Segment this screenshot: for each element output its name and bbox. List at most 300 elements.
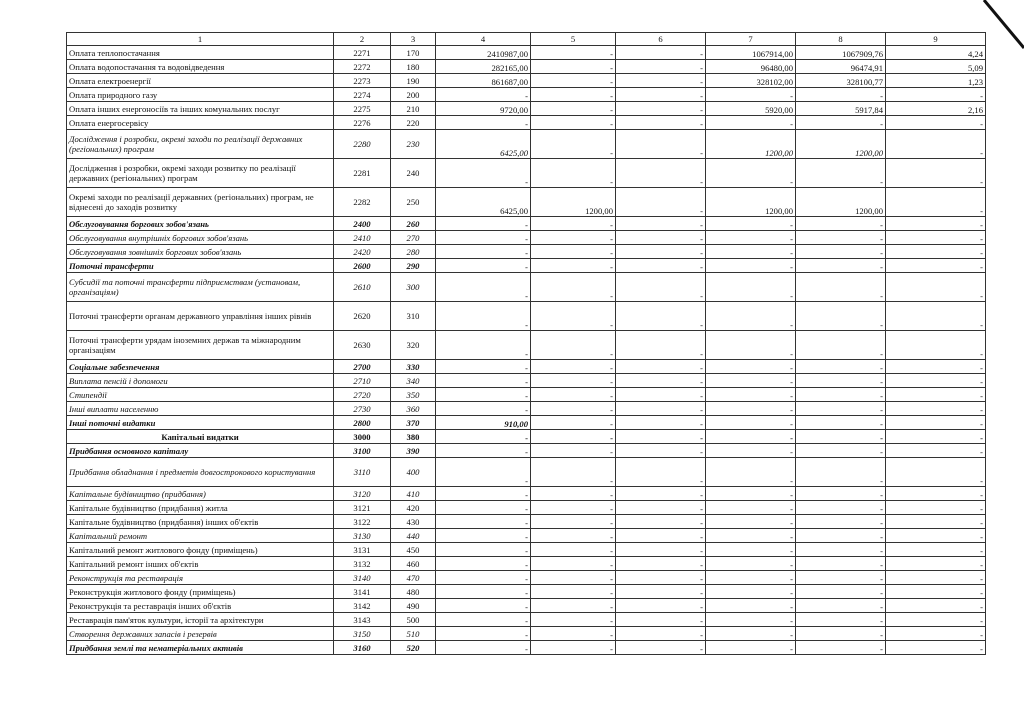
row-value-col9: - <box>886 641 986 655</box>
row-value-col8: 5917,84 <box>796 102 886 116</box>
row-line-number: 280 <box>391 245 436 259</box>
column-header: 3 <box>391 33 436 46</box>
table-row <box>67 217 986 231</box>
row-code: 3140 <box>334 571 391 585</box>
table-row <box>67 557 986 571</box>
table-row <box>67 487 986 501</box>
row-value-col9: 4,24 <box>886 46 986 60</box>
row-code: 2610 <box>334 273 391 302</box>
row-value-col4: 282165,00 <box>436 60 531 74</box>
row-value-col5: - <box>531 46 616 60</box>
row-name: Поточні трансферти органам державного управління інших рівнів <box>67 302 334 331</box>
table-row <box>67 245 986 259</box>
row-value-col6: - <box>616 231 706 245</box>
row-value-col4: - <box>436 515 531 529</box>
row-line-number: 350 <box>391 388 436 402</box>
row-name: Обслуговування боргових зобов'язань <box>67 217 334 231</box>
row-code: 3143 <box>334 613 391 627</box>
row-value-col9: - <box>886 245 986 259</box>
row-name: Обслуговування внутрішніх боргових зобов'язань <box>67 231 334 245</box>
row-value-col4: - <box>436 331 531 360</box>
row-value-col4: - <box>436 302 531 331</box>
row-value-col6: - <box>616 217 706 231</box>
row-value-col5: - <box>531 388 616 402</box>
row-value-col9: 1,23 <box>886 74 986 88</box>
row-value-col7: 5920,00 <box>706 102 796 116</box>
table-row <box>67 374 986 388</box>
row-value-col6: - <box>616 388 706 402</box>
row-value-col9: - <box>886 302 986 331</box>
table-row <box>67 259 986 273</box>
row-value-col7: - <box>706 599 796 613</box>
row-name: Оплата теплопостачання <box>67 46 334 60</box>
row-value-col8: - <box>796 302 886 331</box>
row-value-col6: - <box>616 487 706 501</box>
row-name: Поточні трансферти <box>67 259 334 273</box>
row-value-col6: - <box>616 360 706 374</box>
row-line-number: 440 <box>391 529 436 543</box>
row-value-col8: - <box>796 444 886 458</box>
row-value-col4: - <box>436 627 531 641</box>
row-value-col6: - <box>616 515 706 529</box>
budget-expenses-table <box>66 32 986 655</box>
row-value-col8: - <box>796 217 886 231</box>
row-line-number: 310 <box>391 302 436 331</box>
row-value-col9: - <box>886 273 986 302</box>
row-value-col5: - <box>531 571 616 585</box>
row-value-col9: - <box>886 585 986 599</box>
row-name: Оплата електроенергії <box>67 74 334 88</box>
row-code: 2271 <box>334 46 391 60</box>
row-line-number: 250 <box>391 188 436 217</box>
row-name: Поточні трансферти урядам іноземних держав та міжнародним організаціям <box>67 331 334 360</box>
table-row <box>67 501 986 515</box>
row-value-col6: - <box>616 259 706 273</box>
row-value-col7: 1200,00 <box>706 188 796 217</box>
row-value-col9: - <box>886 259 986 273</box>
row-name: Придбання основного капіталу <box>67 444 334 458</box>
row-line-number: 480 <box>391 585 436 599</box>
row-value-col5: - <box>531 60 616 74</box>
table-row <box>67 360 986 374</box>
row-value-col5: - <box>531 641 616 655</box>
row-name: Окремі заходи по реалізації державних (регіональних) програм, не віднесені до заходів розвитку <box>67 188 334 217</box>
row-value-col4: - <box>436 259 531 273</box>
column-header: 9 <box>886 33 986 46</box>
row-value-col8: - <box>796 374 886 388</box>
row-name: Оплата природного газу <box>67 88 334 102</box>
row-line-number: 170 <box>391 46 436 60</box>
row-value-col8: - <box>796 231 886 245</box>
row-value-col5: - <box>531 444 616 458</box>
row-value-col7: - <box>706 458 796 487</box>
row-value-col4: - <box>436 444 531 458</box>
row-value-col4: - <box>436 599 531 613</box>
row-line-number: 490 <box>391 599 436 613</box>
row-name: Реконструкція житлового фонду (приміщень) <box>67 585 334 599</box>
header-row <box>67 33 986 46</box>
row-value-col5: - <box>531 613 616 627</box>
row-name: Реконструкція та реставрація <box>67 571 334 585</box>
row-value-col7: - <box>706 159 796 188</box>
row-value-col4: 6425,00 <box>436 130 531 159</box>
row-value-col4: - <box>436 245 531 259</box>
row-value-col6: - <box>616 501 706 515</box>
row-value-col6: - <box>616 627 706 641</box>
row-value-col5: - <box>531 231 616 245</box>
row-value-col7: - <box>706 585 796 599</box>
row-line-number: 300 <box>391 273 436 302</box>
row-value-col6: - <box>616 613 706 627</box>
row-value-col7: - <box>706 217 796 231</box>
column-header: 4 <box>436 33 531 46</box>
row-line-number: 230 <box>391 130 436 159</box>
row-code: 3131 <box>334 543 391 557</box>
column-header: 7 <box>706 33 796 46</box>
row-value-col6: - <box>616 430 706 444</box>
row-line-number: 340 <box>391 374 436 388</box>
row-value-col9: - <box>886 188 986 217</box>
table-row <box>67 188 986 217</box>
row-value-col6: - <box>616 641 706 655</box>
row-value-col6: - <box>616 571 706 585</box>
row-line-number: 380 <box>391 430 436 444</box>
table-row <box>67 102 986 116</box>
row-value-col9: - <box>886 515 986 529</box>
row-value-col7: - <box>706 88 796 102</box>
row-line-number: 500 <box>391 613 436 627</box>
row-value-col6: - <box>616 416 706 430</box>
row-value-col7: - <box>706 331 796 360</box>
row-code: 2273 <box>334 74 391 88</box>
row-code: 2800 <box>334 416 391 430</box>
table-row <box>67 130 986 159</box>
row-value-col5: - <box>531 102 616 116</box>
row-value-col5: - <box>531 501 616 515</box>
row-name: Виплата пенсій і допомоги <box>67 374 334 388</box>
row-value-col7: - <box>706 571 796 585</box>
row-value-col8: - <box>796 88 886 102</box>
row-value-col5: - <box>531 116 616 130</box>
row-line-number: 450 <box>391 543 436 557</box>
row-code: 2630 <box>334 331 391 360</box>
row-value-col9: 5,09 <box>886 60 986 74</box>
row-code: 2600 <box>334 259 391 273</box>
row-value-col4: - <box>436 641 531 655</box>
row-name: Дослідження і розробки, окремі заходи по реалізації державних (регіональних) програм <box>67 130 334 159</box>
row-value-col8: 1200,00 <box>796 130 886 159</box>
row-value-col9: 2,16 <box>886 102 986 116</box>
table-row <box>67 88 986 102</box>
row-code: 2420 <box>334 245 391 259</box>
row-value-col4: - <box>436 571 531 585</box>
row-line-number: 520 <box>391 641 436 655</box>
row-value-col7: - <box>706 627 796 641</box>
row-line-number: 190 <box>391 74 436 88</box>
row-value-col4: - <box>436 529 531 543</box>
row-code: 2275 <box>334 102 391 116</box>
row-value-col9: - <box>886 388 986 402</box>
column-header: 5 <box>531 33 616 46</box>
table-row <box>67 46 986 60</box>
row-value-col6: - <box>616 273 706 302</box>
row-value-col7: 96480,00 <box>706 60 796 74</box>
row-value-col5: - <box>531 599 616 613</box>
row-value-col9: - <box>886 430 986 444</box>
table-row <box>67 302 986 331</box>
row-line-number: 210 <box>391 102 436 116</box>
row-value-col8: - <box>796 501 886 515</box>
row-value-col7: - <box>706 360 796 374</box>
row-value-col5: - <box>531 245 616 259</box>
row-value-col6: - <box>616 543 706 557</box>
row-code: 3100 <box>334 444 391 458</box>
table-row <box>67 331 986 360</box>
row-value-col8: - <box>796 641 886 655</box>
row-value-col8: - <box>796 515 886 529</box>
table-row <box>67 116 986 130</box>
row-code: 3110 <box>334 458 391 487</box>
row-value-col7: 328102,00 <box>706 74 796 88</box>
row-value-col5: 1200,00 <box>531 188 616 217</box>
table-row <box>67 416 986 430</box>
row-value-col4: - <box>436 159 531 188</box>
table-row <box>67 430 986 444</box>
row-value-col8: - <box>796 458 886 487</box>
row-value-col8: - <box>796 416 886 430</box>
table-row <box>67 641 986 655</box>
row-value-col5: - <box>531 273 616 302</box>
row-name: Реставрація пам'яток культури, історії та архітектури <box>67 613 334 627</box>
row-value-col7: - <box>706 302 796 331</box>
row-value-col9: - <box>886 360 986 374</box>
row-value-col5: - <box>531 557 616 571</box>
row-value-col8: - <box>796 430 886 444</box>
row-value-col4: - <box>436 458 531 487</box>
row-line-number: 260 <box>391 217 436 231</box>
row-value-col4: 6425,00 <box>436 188 531 217</box>
row-line-number: 390 <box>391 444 436 458</box>
row-value-col4: - <box>436 613 531 627</box>
row-value-col9: - <box>886 627 986 641</box>
row-value-col7: - <box>706 557 796 571</box>
row-value-col4: - <box>436 543 531 557</box>
row-value-col9: - <box>886 217 986 231</box>
table-row <box>67 231 986 245</box>
row-value-col9: - <box>886 557 986 571</box>
row-code: 2274 <box>334 88 391 102</box>
table-row <box>67 74 986 88</box>
row-value-col7: - <box>706 613 796 627</box>
row-value-col9: - <box>886 331 986 360</box>
row-value-col7: - <box>706 430 796 444</box>
row-code: 3122 <box>334 515 391 529</box>
row-value-col8: - <box>796 487 886 501</box>
row-code: 2700 <box>334 360 391 374</box>
row-value-col7: - <box>706 245 796 259</box>
row-code: 3130 <box>334 529 391 543</box>
row-name: Капітальне будівництво (придбання) інших об'єктів <box>67 515 334 529</box>
row-name: Капітальний ремонт інших об'єктів <box>67 557 334 571</box>
row-value-col9: - <box>886 402 986 416</box>
row-value-col8: - <box>796 585 886 599</box>
row-code: 2272 <box>334 60 391 74</box>
row-value-col8: - <box>796 245 886 259</box>
row-value-col4: 910,00 <box>436 416 531 430</box>
row-value-col4: 9720,00 <box>436 102 531 116</box>
row-value-col9: - <box>886 88 986 102</box>
row-value-col5: - <box>531 416 616 430</box>
row-value-col7: - <box>706 259 796 273</box>
table-row <box>67 515 986 529</box>
row-value-col9: - <box>886 599 986 613</box>
row-value-col8: - <box>796 627 886 641</box>
row-name: Соціальне забезпечення <box>67 360 334 374</box>
row-value-col9: - <box>886 529 986 543</box>
table-row <box>67 273 986 302</box>
row-name: Дослідження і розробки, окремі заходи розвитку по реалізації державних (регіональних) програм <box>67 159 334 188</box>
row-line-number: 360 <box>391 402 436 416</box>
row-value-col5: - <box>531 430 616 444</box>
row-value-col4: 861687,00 <box>436 74 531 88</box>
row-value-col4: - <box>436 273 531 302</box>
column-header: 8 <box>796 33 886 46</box>
row-name: Оплата інших енергоносіїв та інших комунальних послуг <box>67 102 334 116</box>
row-value-col7: - <box>706 231 796 245</box>
table-row <box>67 599 986 613</box>
row-value-col9: - <box>886 543 986 557</box>
column-header: 6 <box>616 33 706 46</box>
row-line-number: 180 <box>391 60 436 74</box>
row-value-col4: - <box>436 88 531 102</box>
row-value-col7: - <box>706 641 796 655</box>
row-line-number: 470 <box>391 571 436 585</box>
row-value-col9: - <box>886 501 986 515</box>
row-value-col6: - <box>616 557 706 571</box>
table-row <box>67 402 986 416</box>
row-value-col8: - <box>796 273 886 302</box>
row-line-number: 410 <box>391 487 436 501</box>
row-value-col9: - <box>886 613 986 627</box>
row-value-col5: - <box>531 458 616 487</box>
row-line-number: 270 <box>391 231 436 245</box>
row-value-col8: - <box>796 159 886 188</box>
row-value-col8: - <box>796 543 886 557</box>
row-value-col8: - <box>796 259 886 273</box>
row-value-col7: 1200,00 <box>706 130 796 159</box>
row-name: Інші поточні видатки <box>67 416 334 430</box>
row-value-col9: - <box>886 571 986 585</box>
row-value-col5: - <box>531 627 616 641</box>
row-value-col5: - <box>531 130 616 159</box>
row-value-col8: - <box>796 402 886 416</box>
row-value-col6: - <box>616 130 706 159</box>
row-value-col7: - <box>706 416 796 430</box>
row-value-col8: - <box>796 529 886 543</box>
row-value-col5: - <box>531 88 616 102</box>
row-value-col5: - <box>531 515 616 529</box>
row-name: Стипендії <box>67 388 334 402</box>
row-name: Інші виплати населенню <box>67 402 334 416</box>
row-value-col6: - <box>616 585 706 599</box>
row-value-col4: - <box>436 557 531 571</box>
row-line-number: 200 <box>391 88 436 102</box>
row-value-col7: - <box>706 444 796 458</box>
row-code: 3121 <box>334 501 391 515</box>
row-value-col5: - <box>531 487 616 501</box>
row-value-col6: - <box>616 46 706 60</box>
row-value-col5: - <box>531 259 616 273</box>
row-value-col5: - <box>531 331 616 360</box>
table-row <box>67 543 986 557</box>
row-value-col5: - <box>531 585 616 599</box>
row-value-col8: - <box>796 388 886 402</box>
row-code: 2730 <box>334 402 391 416</box>
row-name: Оплата енергосервісу <box>67 116 334 130</box>
table-row <box>67 60 986 74</box>
row-value-col4: - <box>436 116 531 130</box>
row-value-col5: - <box>531 374 616 388</box>
row-value-col9: - <box>886 231 986 245</box>
row-name: Субсидії та поточні трансферти підприємствам (установам, організаціям) <box>67 273 334 302</box>
row-name: Капітальний ремонт житлового фонду (приміщень) <box>67 543 334 557</box>
row-value-col4: - <box>436 430 531 444</box>
row-value-col6: - <box>616 88 706 102</box>
row-code: 2620 <box>334 302 391 331</box>
table-row <box>67 571 986 585</box>
row-value-col9: - <box>886 487 986 501</box>
row-code: 2720 <box>334 388 391 402</box>
row-value-col4: - <box>436 501 531 515</box>
row-value-col6: - <box>616 245 706 259</box>
row-value-col4: - <box>436 374 531 388</box>
row-value-col7: - <box>706 116 796 130</box>
row-line-number: 370 <box>391 416 436 430</box>
row-code: 3150 <box>334 627 391 641</box>
row-code: 2710 <box>334 374 391 388</box>
row-value-col8: - <box>796 599 886 613</box>
row-code: 2410 <box>334 231 391 245</box>
row-code: 3132 <box>334 557 391 571</box>
row-value-col6: - <box>616 402 706 416</box>
row-name: Капітальне будівництво (придбання) житла <box>67 501 334 515</box>
row-value-col4: - <box>436 388 531 402</box>
table-row <box>67 529 986 543</box>
row-value-col8: - <box>796 613 886 627</box>
row-value-col9: - <box>886 159 986 188</box>
row-code: 3160 <box>334 641 391 655</box>
row-value-col8: - <box>796 331 886 360</box>
row-line-number: 330 <box>391 360 436 374</box>
table-row <box>67 388 986 402</box>
row-line-number: 320 <box>391 331 436 360</box>
row-code: 2400 <box>334 217 391 231</box>
table-row <box>67 159 986 188</box>
row-name: Капітальне будівництво (придбання) <box>67 487 334 501</box>
row-name: Капітальні видатки <box>67 430 334 444</box>
table-row <box>67 458 986 487</box>
row-value-col6: - <box>616 444 706 458</box>
row-value-col7: - <box>706 388 796 402</box>
row-value-col9: - <box>886 130 986 159</box>
row-name: Придбання землі та нематеріальних активів <box>67 641 334 655</box>
table-row <box>67 585 986 599</box>
row-value-col5: - <box>531 74 616 88</box>
row-value-col6: - <box>616 458 706 487</box>
row-name: Обслуговування зовнішніх боргових зобов'язань <box>67 245 334 259</box>
row-value-col7: - <box>706 501 796 515</box>
row-value-col5: - <box>531 543 616 557</box>
